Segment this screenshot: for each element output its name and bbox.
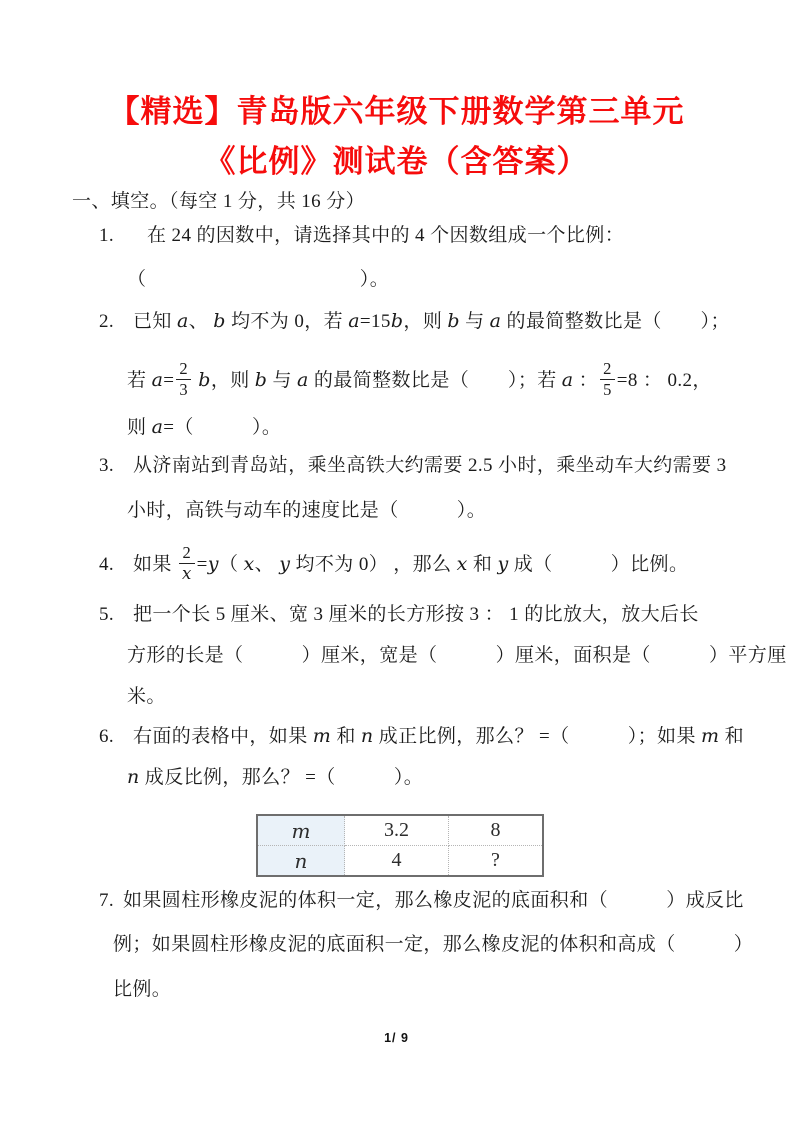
question-1-number: 1. — [99, 225, 115, 246]
question-7-line-2: 例；如果圆柱形橡皮泥的底面积一定，那么橡皮泥的体积和高成（ ） — [113, 934, 754, 955]
row-label-m: m — [257, 815, 345, 846]
text-run: 右面的表格中，如果 — [133, 726, 313, 747]
math-variable: a — [489, 310, 502, 332]
text-run: =15 — [359, 311, 391, 332]
question-6-line-2 — [127, 762, 423, 793]
question-4-line-1 — [99, 543, 689, 585]
text-run: 与 — [267, 370, 298, 391]
text-run: 均不为 0，若 — [225, 311, 349, 332]
math-variable: a — [151, 416, 164, 438]
question-2-number: 2. — [99, 311, 115, 332]
value-cell: 8 — [449, 815, 544, 846]
text-run: ，则 — [210, 370, 255, 391]
question-2-line-3 — [127, 412, 281, 443]
section-heading: 一、填空。（每空 1 分，共 16 分） — [72, 191, 366, 212]
table-row-n — [257, 846, 543, 877]
question-3-line-2: 小时，高铁与动车的速度比是（ ）。 — [127, 500, 487, 521]
question-1-line-2: （ ）。 — [127, 269, 390, 290]
value-cell: 3.2 — [345, 815, 449, 846]
text-run: 若 — [127, 370, 152, 391]
text-run: =8 ： 0.2， — [616, 370, 712, 391]
text-run: 的最简整数比是（ ）； — [501, 311, 730, 332]
text-run: =（ ）。 — [163, 417, 282, 438]
question-5-number: 5. — [99, 604, 115, 625]
text-run: 成（ ）比例。 — [508, 554, 689, 575]
question-3-number: 3. — [99, 455, 115, 476]
math-variable: b — [254, 369, 268, 391]
value-cell: 4 — [345, 846, 449, 877]
text-run: ，则 — [403, 311, 448, 332]
question-2-text — [133, 311, 730, 332]
text-run: 和 — [331, 726, 361, 747]
question-5-line-1 — [99, 600, 699, 630]
question-5-text: 把一个长 5 厘米、宽 3 厘米的长方形按 3 ： 1 的比放大，放大后长 — [133, 604, 699, 625]
text-run: 如果 — [133, 554, 177, 575]
math-variable: b — [447, 310, 460, 332]
math-variable: a — [297, 369, 309, 391]
math-variable: b — [198, 369, 211, 391]
math-variable: y — [207, 553, 219, 575]
text-run: ： — [573, 370, 599, 391]
question-6-text — [133, 726, 744, 747]
text-run: 与 — [459, 311, 490, 332]
text-run: 成反比例，那么？ =（ ）。 — [139, 767, 424, 788]
text-run: 和 — [467, 554, 498, 575]
page-number: 1/ 9 — [384, 1031, 409, 1045]
table-row-m — [257, 815, 543, 846]
text-run: 的最简整数比是（ ）；若 — [308, 370, 562, 391]
math-variable: b — [213, 310, 226, 332]
document-title-line-1: 【精选】青岛版六年级下册数学第三单元 — [108, 94, 685, 129]
question-3-line-1 — [99, 451, 727, 481]
math-variable: a — [348, 310, 360, 332]
question-6-number: 6. — [99, 726, 115, 747]
question-3-text: 从济南站到青岛站，乘坐高铁大约需要 2.5 小时，乘坐动车大约需要 3 — [133, 455, 727, 476]
question-1-text: 在 24 的因数中，请选择其中的 4 个因数组成一个比例： — [147, 225, 625, 246]
math-variable: n — [360, 725, 374, 747]
text-run: 成正比例，那么？ =（ ）；如果 — [373, 726, 701, 747]
fraction: $\frac{2}{x}$ — [179, 544, 195, 583]
math-variable: x — [456, 553, 468, 575]
text-run: 则 — [127, 417, 152, 438]
document-title-line-2: 《比例》测试卷（含答案） — [204, 144, 589, 179]
math-variable: a — [151, 369, 164, 391]
math-variable: b — [390, 310, 404, 332]
value-cell: ? — [449, 846, 544, 877]
fraction: $\frac{2}{3}$ — [176, 360, 191, 399]
math-variable: a — [176, 310, 189, 332]
question-4-number: 4. — [99, 554, 115, 575]
question-7-number: 7. — [99, 890, 115, 911]
question-2-line-1 — [99, 306, 730, 337]
text-run: 和 — [719, 726, 744, 747]
proportion-table — [256, 814, 544, 877]
text-run: （ — [218, 554, 244, 575]
question-2-line-2 — [127, 359, 712, 401]
question-1-line-1 — [99, 221, 624, 251]
question-7-line-3: 比例。 — [113, 979, 172, 1000]
text-run: 均不为 0） ，那么 — [290, 554, 457, 575]
math-variable: y — [497, 553, 509, 575]
math-variable: x — [243, 553, 255, 575]
question-7-text: 如果圆柱形橡皮泥的体积一定，那么橡皮泥的底面积和（ ）成反比 — [123, 890, 744, 911]
question-4-text — [133, 543, 689, 584]
math-variable: a — [561, 369, 574, 391]
text-run: 已知 — [133, 311, 177, 332]
text-run: 、 — [254, 554, 280, 575]
row-label-n: n — [257, 846, 345, 877]
text-run: 、 — [188, 311, 214, 332]
fraction: $\frac{2}{5}$ — [600, 360, 615, 399]
text-run: = — [163, 370, 175, 391]
math-variable: y — [279, 553, 291, 575]
math-variable: n — [127, 766, 140, 788]
question-6-line-1 — [99, 721, 744, 752]
math-variable: m — [701, 725, 720, 747]
question-7-line-1 — [99, 886, 744, 916]
question-5-line-3: 米。 — [127, 686, 166, 707]
text-run: = — [196, 554, 208, 575]
math-variable: m — [312, 725, 332, 747]
question-5-line-2: 方形的长是（ ）厘米，宽是（ ）厘米，面积是（ ）平方厘 — [127, 645, 787, 666]
